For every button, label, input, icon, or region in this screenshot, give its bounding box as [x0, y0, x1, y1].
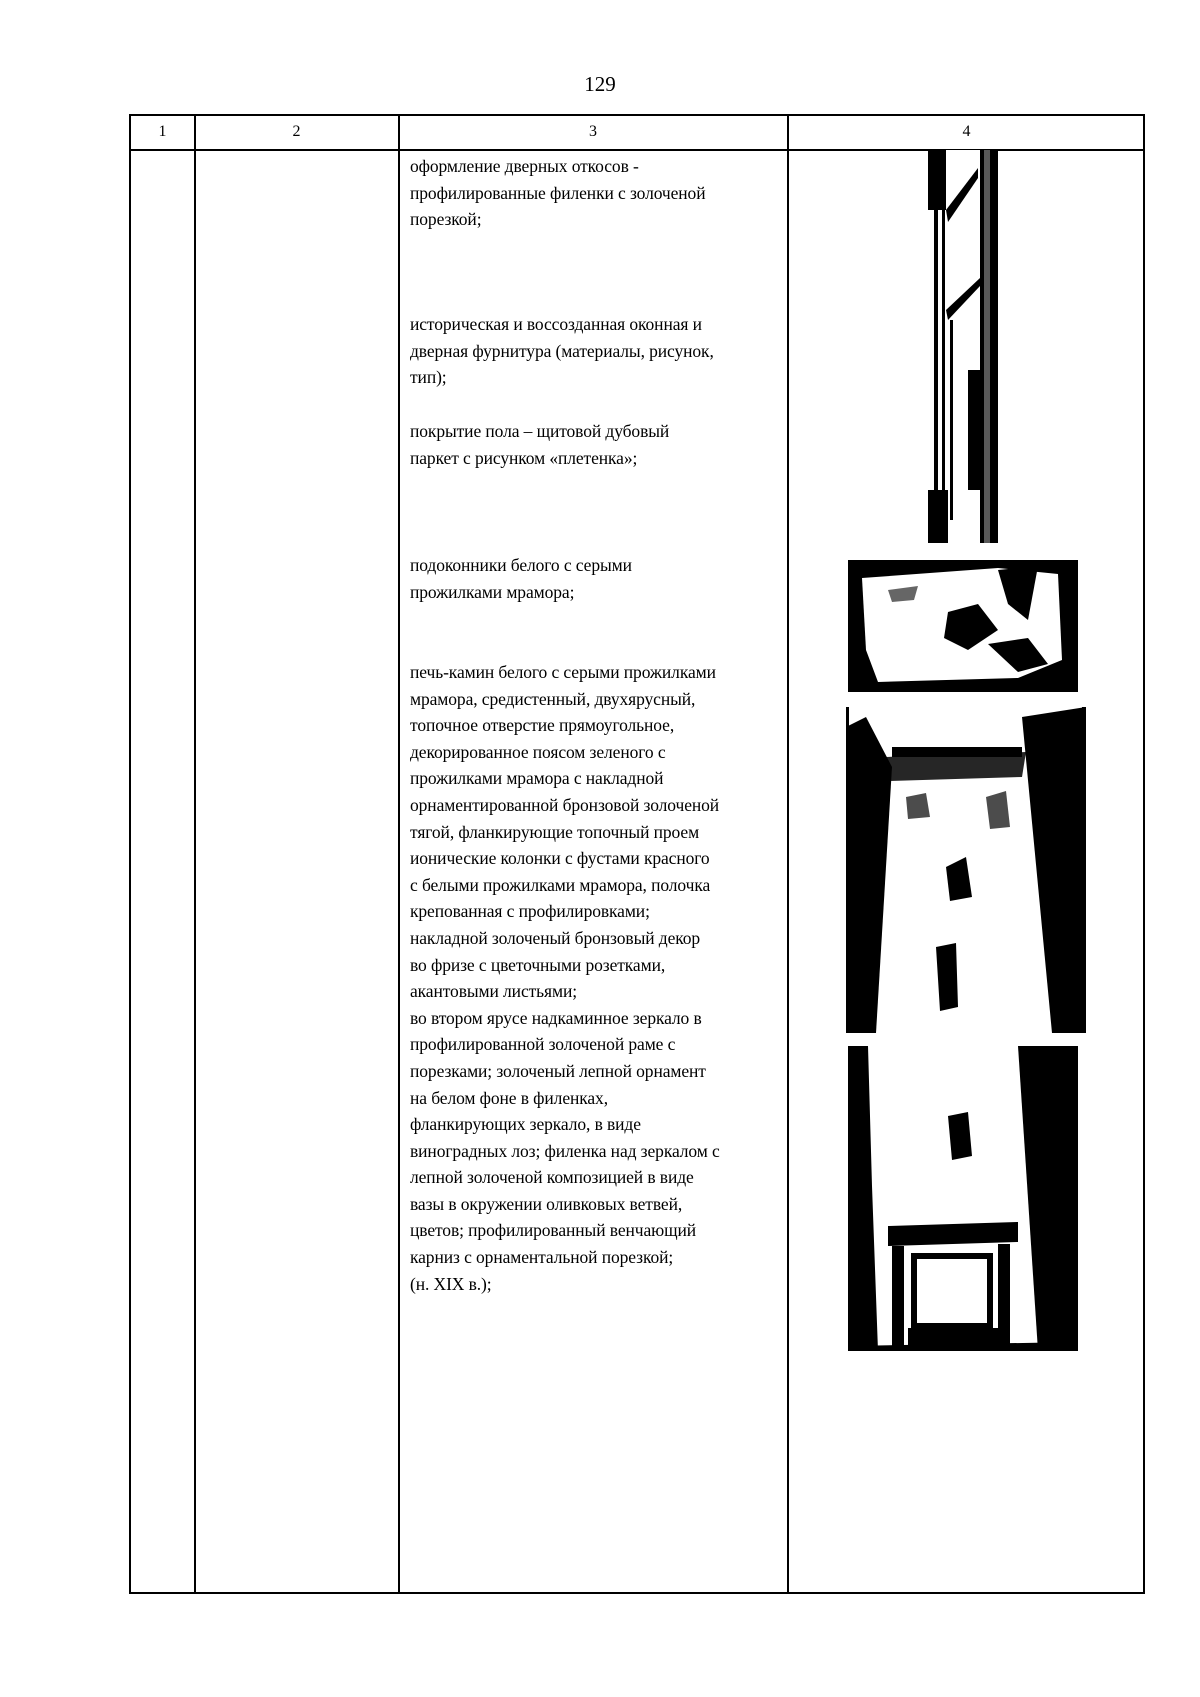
column-header-3: 3: [589, 123, 597, 140]
page-number: 129: [584, 72, 616, 96]
column-header-4: 4: [962, 123, 971, 140]
description-door-slopes: оформление дверных откосов - профилированные филенки с золоченой порезкой;: [410, 156, 706, 230]
description-windowsills: подоконники белого с серыми прожилками мрамора;: [410, 555, 632, 602]
fireplace-upper-photo-icon: [846, 707, 1086, 1033]
column-header-1: 1: [158, 123, 167, 140]
description-floor: покрытие пола – щитовой дубовый паркет с рисунком «плетенка»;: [410, 421, 670, 468]
windowsill-marble-photo-icon: [848, 560, 1078, 692]
column-divider-2: [398, 116, 400, 1592]
description-fireplace: печь-камин белого с серыми прожилками мрамора, средистенный, двухярусный, топочное отверстие прямоугольное, декорированное поясом зеленого с прожилками мрамора с накладной орнаментированной бронзовой золоченой тягой, фланкирующие топочный проем ионические колонки с фустами красного с белыми прожилками мрамора, полочка крепованная с профилировками; накладной золоченый бронзовый декор во фризе с цветочными розетками, акантовыми листьями; во втором ярусе надкаминное зеркало в профилированной золоченой раме с порезками; золоченый лепной орнамент на белом фоне в филенках, фланкирующих зеркало, в виде виноградных лоз; филенка над зеркалом с лепной золоченой композицией в виде вазы в окружении оливковых ветвей, цветов; профилированный венчающий карниз с орнаментальной порезкой; (н. XIX в.);: [410, 662, 720, 1294]
column-header-2: 2: [292, 123, 301, 140]
description-hardware: историческая и воссозданная оконная и дверная фурнитура (материалы, рисунок, тип);: [410, 314, 714, 388]
door-slope-photo-icon: [928, 150, 998, 543]
column-divider-1: [194, 116, 196, 1592]
fireplace-lower-photo-icon: [848, 1046, 1078, 1351]
